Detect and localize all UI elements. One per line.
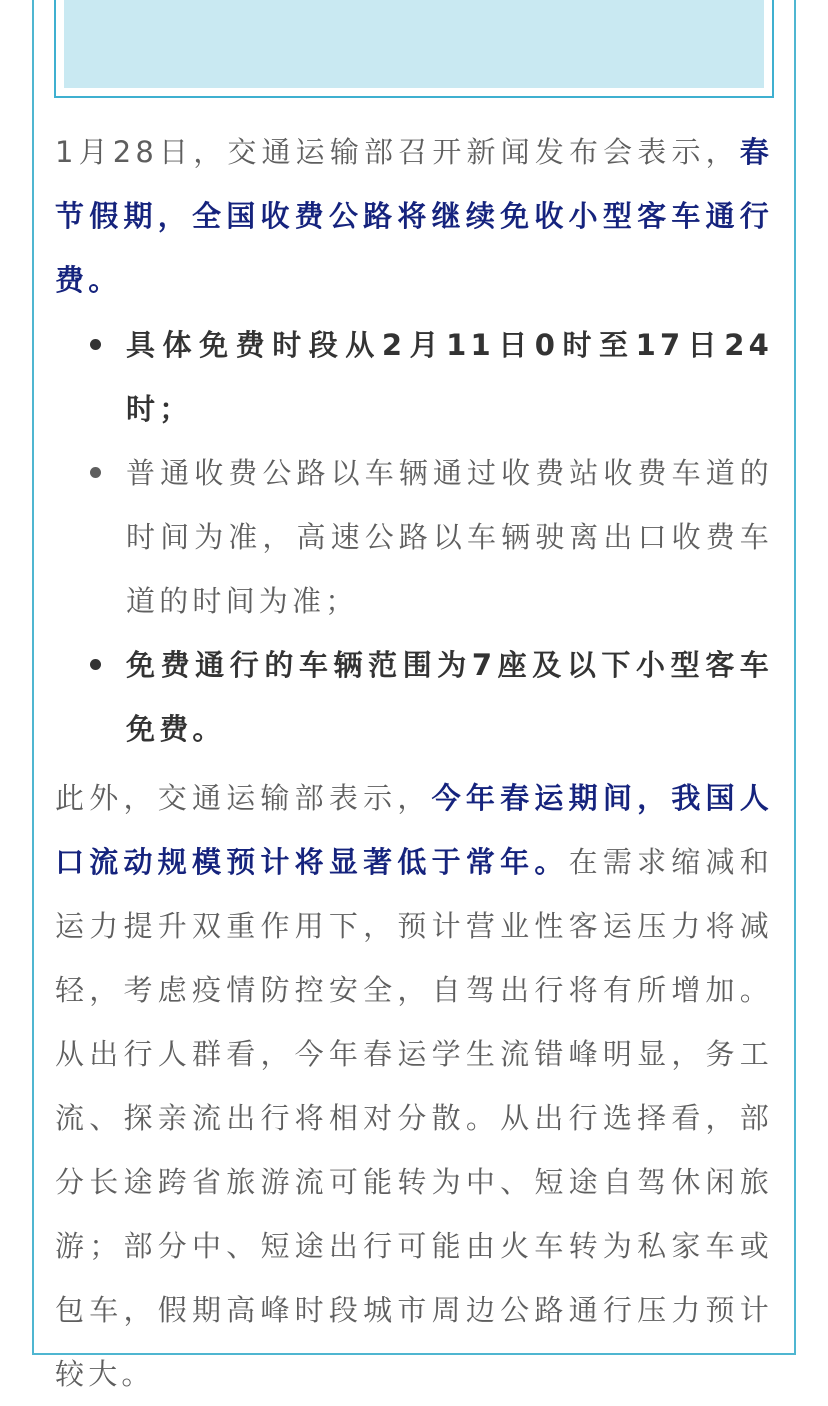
- list-item-text: 具体免费时段从2月11日0时至17日24时；: [126, 328, 773, 426]
- list-item-text: 免费通行的车辆范围为7座及以下小型客车免费。: [126, 648, 773, 746]
- second-highlight-text: 今年春运期间，我国人口流动规模预计将显著低于常年。: [55, 781, 773, 879]
- second-lead-text: 此外，交通运输部表示，: [55, 781, 432, 815]
- intro-highlight-text: 春节假期，全国收费公路将继续免收小型客车通行费。: [55, 135, 773, 297]
- bullet-dot-icon: [90, 467, 101, 478]
- header-banner-box: [54, 0, 774, 98]
- second-rest-text: 在需求缩减和运力提升双重作用下，预计营业性客运压力将减轻，考虑疫情防控安全，自驾出行将有所增加。从出行人群看，今年春运学生流错峰明显，务工流、探亲流出行将相对分散。从出行选择看，部分长途跨省旅游流可能转为中、短途自驾休闲旅游；部分中、短途出行可能由火车转为私家车或包车，假期高峰时段城市周边公路通行压力预计较大。: [55, 845, 773, 1391]
- bullet-dot-icon: [90, 659, 101, 670]
- header-banner-fill: [64, 0, 764, 88]
- bullet-dot-icon: [90, 339, 101, 350]
- list-item: [126, 313, 773, 441]
- list-item: [126, 633, 773, 761]
- list-item-text: 普通收费公路以车辆通过收费站收费车道的时间为准，高速公路以车辆驶离出口收费车道的时间为准；: [126, 456, 773, 618]
- second-paragraph: [55, 766, 773, 1406]
- list-item: [126, 441, 773, 633]
- policy-points-list: [126, 313, 773, 761]
- intro-lead-text: 1月28日，交通运输部召开新闻发布会表示，: [55, 135, 740, 169]
- intro-paragraph: [55, 120, 773, 312]
